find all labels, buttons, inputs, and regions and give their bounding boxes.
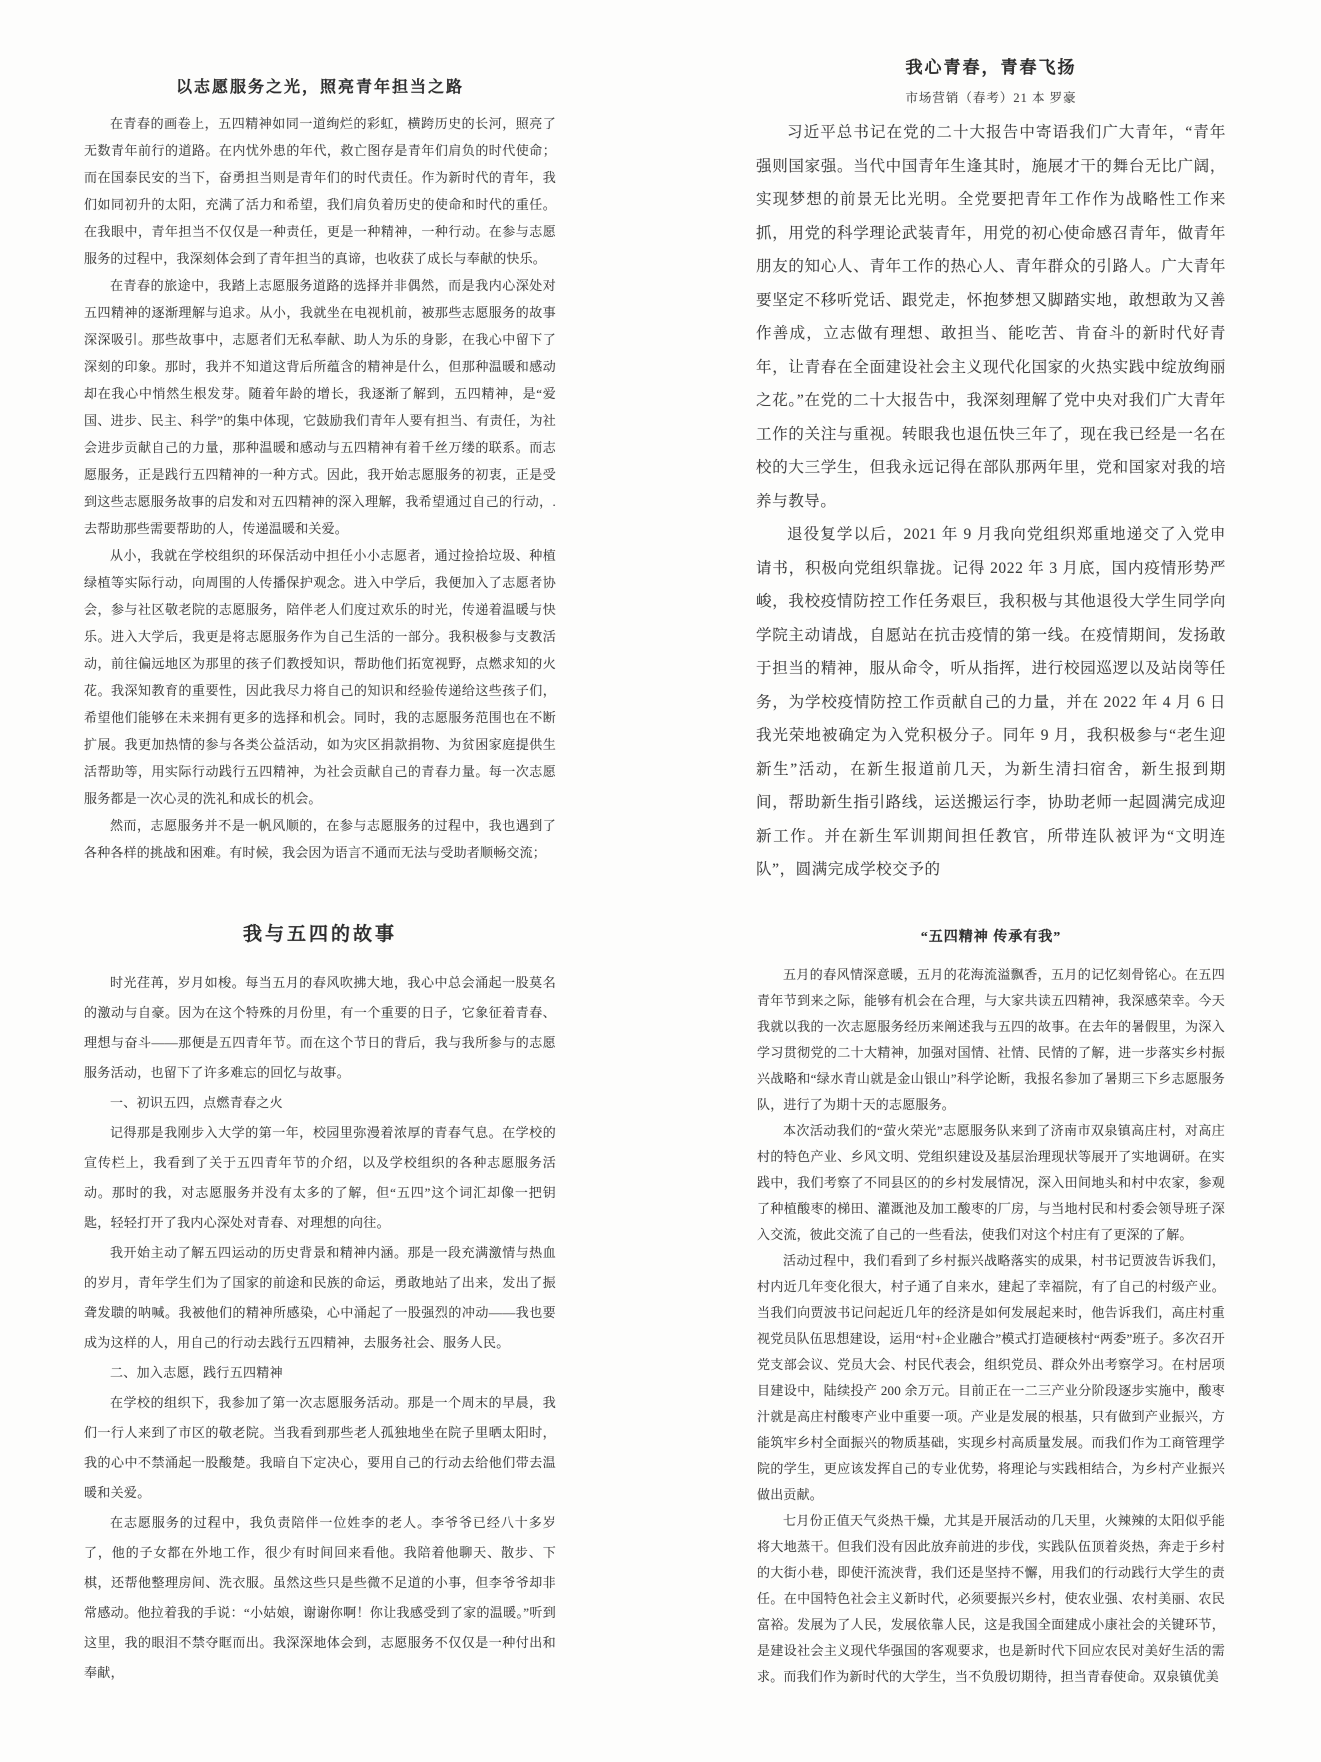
essay-paragraph: 习近平总书记在党的二十大报告中寄语我们广大青年，“青年强则国家强。当代中国青年生逢其时，施展才干的舞台无比广阔，实现梦想的前景无比光明。全党要把青年工作作为战略性工作来抓，用党的科学理论武装青年，用党的初心使命感召青年，做青年朋友的知心人、青年工作的热心人、青年群众的引路人。广大青年要坚定不移听党话、跟党走，怀抱梦想又脚踏实地，敢想敢为又善作善成，立志做有理想、敢担当、能吃苦、肯奋斗的新时代好青年，让青春在全面建设社会主义现代化国家的火热实践中绽放绚丽之花。”在党的二十大报告中，我深刻理解了党中央对我们广大青年工作的关注与重视。转眼我也退伍快三年了，现在我已经是一名在校的大三学生，但我永远记得在部队那两年里，党和国家对我的培养与教导。 [756,124,1226,510]
essay-youth-flying [756,56,1226,887]
essay-paragraph: 在青春的画卷上，五四精神如同一道绚烂的彩虹，横跨历史的长河，照亮了无数青年前行的道路。在内忧外患的年代，救亡图存是青年们肩负的时代使命；而在国泰民安的当下，奋勇担当则是青年们的时代责任。作为新时代的青年，我们如同初升的太阳，充满了活力和希望，我们肩负着历史的使命和时代的重任。在我眼中，青年担当不仅仅是一种责任，更是一种精神，一种行动。在参与志愿服务的过程中，我深刻体会到了青年担当的真谛，也收获了成长与奉献的快乐。 [84,116,556,266]
essay-title: 以志愿服务之光，照亮青年担当之路 [175,79,464,96]
essay-may-fourth-spirit [757,928,1225,1690]
essay-paragraph: 退役复学以后，2021 年 9 月我向党组织郑重地递交了入党申请书，积极向党组织靠拢。记得 2022 年 3 月底，国内疫情形势严峻，我校疫情防控工作任务艰巨，我积极与其他退役大学生同学向学院主动请战，自愿站在抗击疫情的第一线。在疫情期间，发扬敢于担当的精神，服从命令，听从指挥，进行校园巡逻以及站岗等任务，为学校疫情防控工作贡献自己的力量，并在 2022 年 4 月 6 日我光荣地被确定为入党积极分子。同年 9 月，我积极参与“老生迎新生”活动，在新生报道前几天，为新生清扫宿舍，新生报到期间，帮助新生指引路线，运送搬运行李，协助老师一起圆满完成迎新工作。并在新生军训期间担任教官，所带连队被评为“文明连队”，圆满完成学校交予的 [756,526,1226,878]
essay-paragraph: 七月份正值天气炎热干燥，尤其是开展活动的几天里，火辣辣的太阳似乎能将大地蒸干。但我们没有因此放弃前进的步伐，实践队伍顶着炎热，奔走于乡村的大街小巷，即使汗流浃背，我们还是坚持不懈，用我们的行动践行大学生的责任。在中国特色社会主义新时代，必须要振兴乡村，使农业强、农村美丽、农民富裕。发展为了人民，发展依靠人民，这是我国全面建成小康社会的关键环节，是建设社会主义现代华强国的客观要求，也是新时代下回应农民对美好生活的需求。而我们作为新时代的大学生，当不负殷切期待，担当青春使命。双泉镇优美 [757,1513,1225,1684]
essay-paragraph: 本次活动我们的“萤火荣光”志愿服务队来到了济南市双泉镇高庄村，对高庄村的特色产业、乡风文明、党组织建设及基层治理现状等展开了实地调研。在实践中，我们考察了不同县区的的乡村发展情况，深入田间地头和村中农家，参观了种植酸枣的梯田、灌溉池及加工酸枣的厂房，与当地村民和村委会领导班子深入交流，彼此交流了自己的一些看法，使我们对这个村庄有了更深的了解。 [757,1123,1225,1242]
section-heading: 二、加入志愿，践行五四精神 [110,1365,283,1380]
essay-paragraph: 五月的春风情深意暖，五月的花海流溢飘香，五月的记忆刻骨铭心。在五四青年节到来之际，能够有机会在合理，与大家共读五四精神，我深感荣幸。今天我就以我的一次志愿服务经历来阐述我与五四的故事。在去年的暑假里，为深入学习贯彻党的二十大精神，加强对国情、社情、民情的了解，进一步落实乡村振兴战略和“绿水青山就是金山银山”科学论断，我报名参加了暑期三下乡志愿服务队，进行了为期十天的志愿服务。 [757,967,1225,1112]
essay-paragraph: 在学校的组织下，我参加了第一次志愿服务活动。那是一个周末的早晨，我们一行人来到了市区的敬老院。当我看到那些老人孤独地坐在院子里晒太阳时，我的心中不禁涌起一股酸楚。我暗自下定决心，要用自己的行动去给他们带去温暖和关爱。 [84,1395,556,1500]
essay-paragraph: 在志愿服务的过程中，我负责陪伴一位姓李的老人。李爷爷已经八十多岁了，他的子女都在外地工作，很少有时间回来看他。我陪着他聊天、散步、下棋，还帮他整理房间、洗衣服。虽然这些只是些微不足道的小事，但李爷爷却非常感动。他拉着我的手说：“小姑娘，谢谢你啊！你让我感受到了家的温暖。”听到这里，我的眼泪不禁夺眶而出。我深深地体会到，志愿服务不仅仅是一种付出和奉献， [84,1515,556,1680]
essay-may-fourth-story [84,922,556,1688]
essay-paragraph: 记得那是我刚步入大学的第一年，校园里弥漫着浓厚的青春气息。在学校的宣传栏上，我看到了关于五四青年节的介绍，以及学校组织的各种志愿服务活动。那时的我，对志愿服务并没有太多的了解，但“五四”这个词汇却像一把钥匙，轻轻打开了我内心深处对青春、对理想的向往。 [84,1125,556,1230]
essay-byline: 市场营销（春考）21 本 罗豪 [905,91,1077,105]
essay-volunteer-service [84,76,556,866]
essay-paragraph: 我开始主动了解五四运动的历史背景和精神内涵。那是一段充满激情与热血的岁月，青年学生们为了国家的前途和民族的命运，勇敢地站了出来，发出了振聋发聩的呐喊。我被他们的精神所感染，心中涌起了一股强烈的冲动——我也要成为这样的人，用自己的行动去践行五四精神，去服务社会、服务人民。 [84,1245,556,1350]
essay-title: “五四精神 传承有我” [920,930,1062,945]
essay-paragraph: 然而，志愿服务并不是一帆风顺的，在参与志愿服务的过程中，我也遇到了各种各样的挑战和困难。有时候，我会因为语言不通而无法与受助者顺畅交流； [84,818,556,860]
essay-paragraph: 在青春的旅途中，我踏上志愿服务道路的选择并非偶然，而是我内心深处对五四精神的逐渐理解与追求。从小，我就坐在电视机前，被那些志愿服务的故事深深吸引。那些故事中，志愿者们无私奉献、助人为乐的身影，在我心中留下了深刻的印象。那时，我并不知道这背后所蕴含的精神是什么，但那种温暖和感动却在我心中悄然生根发芽。随着年龄的增长，我逐渐了解到，五四精神，是“爱国、进步、民主、科学”的集中体现，它鼓励我们青年人要有担当、有责任，为社会进步贡献自己的力量，那种温暖和感动与五四精神有着千丝万缕的联系。而志愿服务，正是践行五四精神的一种方式。因此，我开始志愿服务的初衷，正是受到这些志愿服务故事的启发和对五四精神的深入理解，我希望通过自己的行动，.去帮助那些需要帮助的人，传递温暖和关爱。 [84,278,556,536]
essay-paragraph: 从小，我就在学校组织的环保活动中担任小小志愿者，通过捡拾垃圾、种植绿植等实际行动，向周围的人传播保护观念。进入中学后，我便加入了志愿者协会，参与社区敬老院的志愿服务，陪伴老人们度过欢乐的时光，传递着温暖与快乐。进入大学后，我更是将志愿服务作为自己生活的一部分。我积极参与支教活动，前往偏远地区为那里的孩子们教授知识，帮助他们拓宽视野，点燃求知的火花。我深知教育的重要性，因此我尽力将自己的知识和经验传递给这些孩子们，希望他们能够在未来拥有更多的选择和机会。同时，我的志愿服务范围也在不断扩展。我更加热情的参与各类公益活动，如为灾区捐款捐物、为贫困家庭提供生活帮助等，用实际行动践行五四精神，为社会贡献自己的青春力量。每一次志愿服务都是一次心灵的洗礼和成长的机会。 [84,548,556,806]
essay-paragraph: 时光荏苒，岁月如梭。每当五月的春风吹拂大地，我心中总会涌起一股莫名的激动与自豪。因为在这个特殊的月份里，有一个重要的日子，它象征着青春、理想与奋斗——那便是五四青年节。而在这个节日的背后，我与我所参与的志愿服务活动，也留下了许多难忘的回忆与故事。 [84,975,556,1080]
section-heading: 一、初识五四，点燃青春之火 [110,1095,283,1110]
essay-paragraph: 活动过程中，我们看到了乡村振兴战略落实的成果，村书记贾波告诉我们，村内近几年变化很大，村子通了自来水，建起了幸福院，有了自己的村级产业。当我们向贾波书记问起近几年的经济是如何发展起来时，他告诉我们，高庄村重视党员队伍思想建设，运用“村+企业融合”模式打造硬核村“两委”班子。多次召开党支部会议、党员大会、村民代表会，组织党员、群众外出考察学习。在村居项目建设中，陆续投产 200 余万元。目前正在一二三产业分阶段逐步实施中，酸枣汁就是高庄村酸枣产业中重要一项。产业是发展的根基，只有做到产业振兴，方能筑牢乡村全面振兴的物质基础，实现乡村高质量发展。而我们作为工商管理学院的学生，更应该发挥自己的专业优势，将理论与实践相结合，为乡村产业振兴做出贡献。 [757,1253,1225,1502]
essay-title: 我心青春，青春飞扬 [905,58,1077,77]
essay-title: 我与五四的故事 [242,924,397,945]
